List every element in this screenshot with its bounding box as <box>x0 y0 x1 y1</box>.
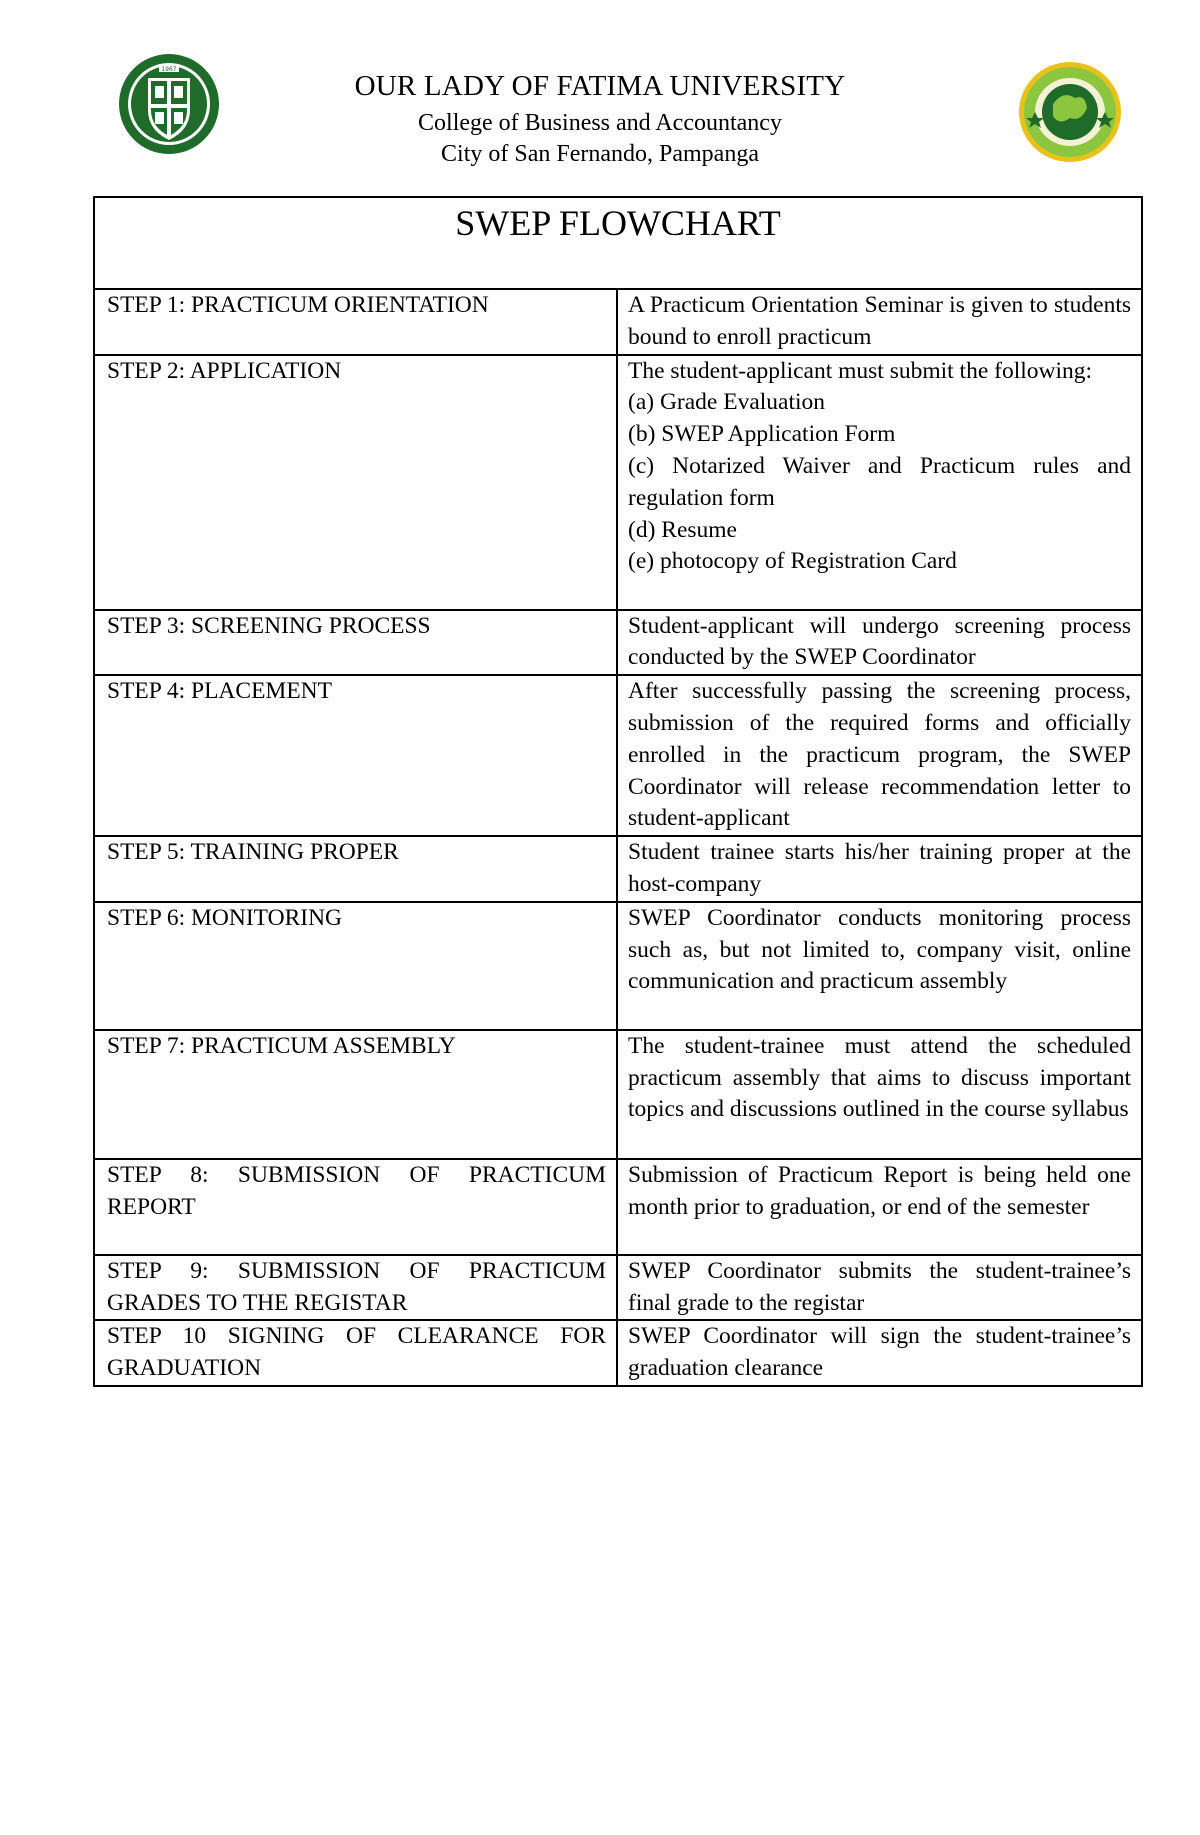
step-description: Student trainee starts his/her training proper at the host-company <box>617 836 1142 902</box>
table-row <box>94 289 1142 355</box>
table-row <box>94 902 1142 1030</box>
step-description: SWEP Coordinator submits the student-trainee’s final grade to the registar <box>617 1255 1142 1321</box>
step-label: STEP 9: SUBMISSION OF PRACTICUM GRADES TO THE REGISTAR <box>94 1255 617 1321</box>
step-description: SWEP Coordinator will sign the student-trainee’s graduation clearance <box>617 1320 1142 1386</box>
description-line: (b) SWEP Application Form <box>628 421 896 448</box>
description-line: (a) Grade Evaluation <box>628 389 826 416</box>
description-line: (e) photocopy of Registration Card <box>628 548 957 575</box>
flowchart-title: SWEP FLOWCHART <box>94 197 1142 289</box>
step-label: STEP 2: APPLICATION <box>94 355 617 610</box>
table-row <box>94 1030 1142 1159</box>
step-description: A Practicum Orientation Seminar is given to students bound to enroll practicum <box>617 289 1142 355</box>
step-label: STEP 10 SIGNING OF CLEARANCE FOR GRADUATION <box>94 1320 617 1386</box>
step-label: STEP 8: SUBMISSION OF PRACTICUM REPORT <box>94 1159 617 1255</box>
step-description: Submission of Practicum Report is being held one month prior to graduation, or end of the semester <box>617 1159 1142 1255</box>
step-description <box>617 355 1142 610</box>
description-line: (d) Resume <box>628 516 737 543</box>
step-label: STEP 6: MONITORING <box>94 902 617 1030</box>
table-row <box>94 355 1142 610</box>
step-description: SWEP Coordinator conducts monitoring process such as, but not limited to, company visit, online communication and practicum assembly <box>617 902 1142 1030</box>
table-row <box>94 1159 1142 1255</box>
step-label: STEP 4: PLACEMENT <box>94 675 617 836</box>
table-row <box>94 1320 1142 1386</box>
college-name: College of Business and Accountancy <box>418 110 782 136</box>
step-label: STEP 3: SCREENING PROCESS <box>94 610 617 676</box>
college-seal-logo <box>1015 60 1125 164</box>
flowchart-title-row <box>94 197 1142 289</box>
step-description: Student-applicant will undergo screening process conducted by the SWEP Coordinator <box>617 610 1142 676</box>
description-line: (c) Notarized Waiver and Practicum rules and regulation form <box>628 452 1132 511</box>
table-row <box>94 610 1142 676</box>
city-address: City of San Fernando, Pampanga <box>441 141 759 167</box>
table-row <box>94 675 1142 836</box>
description-line: The student-applicant must submit the following: <box>628 357 1093 384</box>
table-row <box>94 836 1142 902</box>
step-label: STEP 7: PRACTICUM ASSEMBLY <box>94 1030 617 1159</box>
step-description: The student-trainee must attend the scheduled practicum assembly that aims to discuss important topics and discussions outlined in the course syllabus <box>617 1030 1142 1159</box>
university-name: OUR LADY OF FATIMA UNIVERSITY <box>354 70 846 102</box>
table-row <box>94 1255 1142 1321</box>
seal-year: 1967 <box>161 66 177 73</box>
step-label: STEP 5: TRAINING PROPER <box>94 836 617 902</box>
step-label: STEP 1: PRACTICUM ORIENTATION <box>94 289 617 355</box>
swep-flowchart-table <box>93 196 1143 1387</box>
step-description: After successfully passing the screening process, submission of the required forms and officially enrolled in the practicum program, the SWEP Coordinator will release recommendation letter to student-applicant <box>617 675 1142 836</box>
